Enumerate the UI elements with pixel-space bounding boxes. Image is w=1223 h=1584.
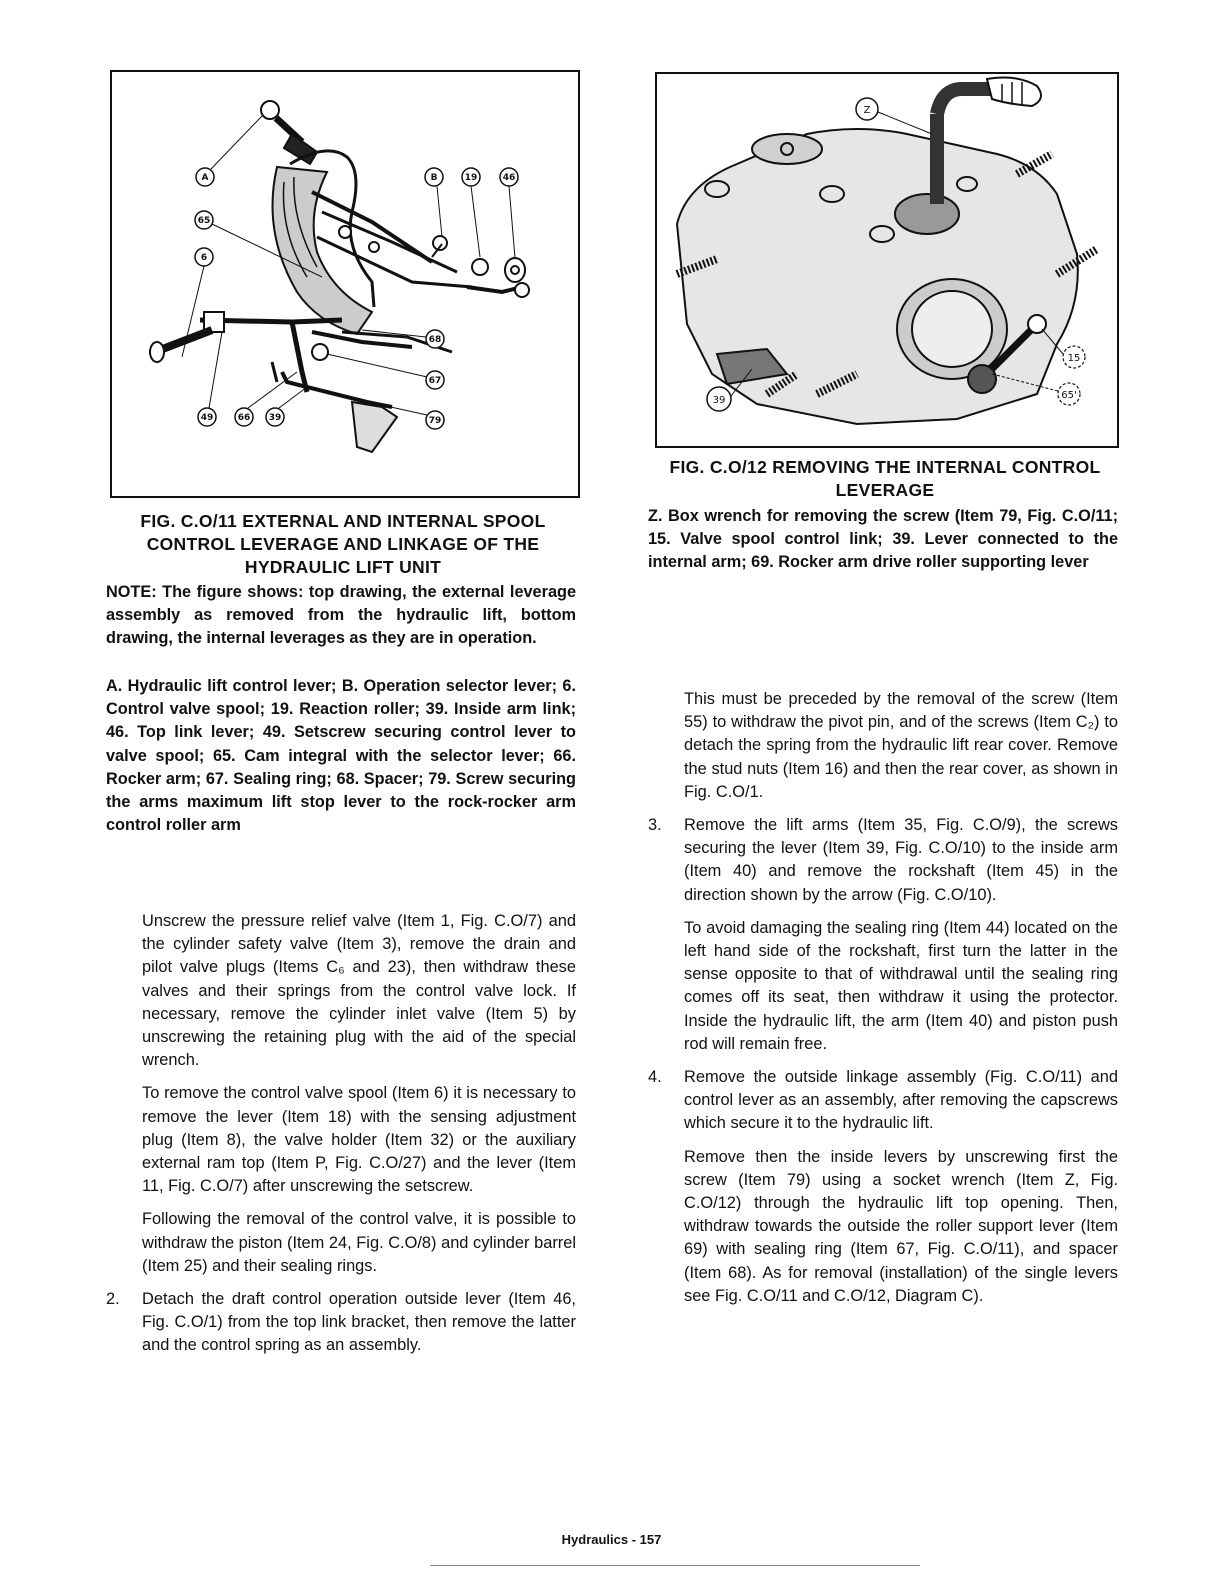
svg-text:6: 6	[200, 253, 208, 263]
callout-15	[1063, 346, 1085, 368]
callout-B	[425, 168, 443, 186]
callout-68	[426, 330, 444, 348]
svg-text:46: 46	[502, 173, 516, 183]
callout-39	[266, 408, 284, 426]
svg-text:19: 19	[464, 173, 478, 183]
step-text: Detach the draft control operation outside lever (Item 46, Fig. C.O/1) from the top link bracket, then remove the latter and the control spring as an assembly.	[142, 1290, 576, 1355]
bottom-rule	[430, 1565, 920, 1566]
step-3	[648, 814, 1118, 907]
callout-67	[426, 371, 444, 389]
figure-11-illustration	[112, 72, 578, 496]
svg-text:68: 68	[428, 335, 442, 345]
figure-11-legend: A. Hydraulic lift control lever; B. Operation selector lever; 6. Control valve spool; 19. Reaction roller; 39. Inside arm link; 46. Top link lever; 49. Setscrew securing control lever to valve spool; 65. Cam integral with the selector lever; 66. Rocker arm; 67. Sealing ring; 68. Spacer; 79. Screw securing the arms maximum lift stop lever to the rock-rocker arm control roller arm	[106, 677, 576, 835]
svg-text:65: 65	[197, 216, 211, 226]
step-number: 3.	[648, 816, 662, 835]
figure-11-note: NOTE: The figure shows: top drawing, the external leverage assembly as removed from the hydraulic lift, bottom drawing, the internal leverages as they are in operation.	[106, 583, 576, 648]
paragraph: To avoid damaging the sealing ring (Item 44) located on the left hand side of the rockshaft, first turn the latter in the sense opposite to that of withdrawal until the sealing ring comes off its seat, then withdraw it using the protector. Inside the hydraulic lift, the arm (Item 40) and piston push rod will remain free.	[684, 918, 1118, 1053]
svg-text:65': 65'	[1061, 390, 1077, 401]
svg-text:B: B	[430, 173, 438, 183]
callout-Z	[856, 98, 878, 120]
callout-6	[195, 248, 213, 266]
svg-text:Z: Z	[863, 105, 871, 116]
paragraph: Remove then the inside levers by unscrewing first the screw (Item 79) using a socket wrench (Item Z, Fig. C.O/12) through the hydraulic lift top opening. Then, withdraw towards the outside the roller support lever (Item 69) with sealing ring (Item 67, Fig. C.O/11), and spacer (Item 68). As for removal (installation) of the single levers see Fig. C.O/11 and C.O/12, Diagram C).	[684, 1147, 1118, 1305]
paragraph: This must be preceded by the removal of the screw (Item 55) to withdraw the pivot pin, and of the screws (Item C₂) to detach the spring from the hydraulic lift rear cover. Remove the stud nuts (Item 16) and then the rear cover, as shown in Fig. C.O/1.	[684, 690, 1118, 801]
step-text: Remove the lift arms (Item 35, Fig. C.O/9), the screws securing the lever (Item 39, Fig. C.O/10) to the inside arm (Item 40) and remove the rockshaft (Item 45) in the direction shown by the arrow (Fig. C.O/10).	[684, 816, 1118, 904]
figure-12-caption-title: FIG. C.O/12 REMOVING THE INTERNAL CONTROL LEVERAGE	[669, 457, 1101, 500]
callout-79	[426, 411, 444, 429]
figure-12-illustration	[657, 74, 1117, 446]
figure-11-caption-title: FIG. C.O/11 EXTERNAL AND INTERNAL SPOOL CONTROL LEVERAGE AND LINKAGE OF THE HYDRAULIC LIFT UNIT	[140, 511, 546, 577]
right-column-text	[648, 688, 1118, 1318]
figure-c-o-12	[655, 72, 1119, 448]
step-4	[648, 1066, 1118, 1136]
svg-text:A: A	[201, 173, 209, 183]
svg-text:49: 49	[200, 413, 214, 423]
step-number: 2.	[106, 1290, 120, 1309]
svg-text:39: 39	[712, 395, 726, 406]
callout-39	[707, 387, 731, 411]
step-number: 4.	[648, 1068, 662, 1087]
callout-49	[198, 408, 216, 426]
step-2	[106, 1288, 576, 1358]
left-column-text	[106, 910, 576, 1368]
paragraph: Following the removal of the control valve, it is possible to withdraw the piston (Item 24, Fig. C.O/8) and cylinder barrel (Item 25) and their sealing rings.	[142, 1210, 576, 1275]
svg-text:66: 66	[237, 413, 251, 423]
paragraph: Unscrew the pressure relief valve (Item 1, Fig. C.O/7) and the cylinder safety valve (Item 3), remove the drain and pilot valve plugs (Items C₆ and 23), then withdraw these valves and their springs from the control valve lock. If necessary, remove the cylinder inlet valve (Item 5) by unscrewing the retaining plug with the aid of the special wrench.	[142, 912, 576, 1070]
svg-text:67: 67	[428, 376, 442, 386]
callout-19	[462, 168, 480, 186]
svg-text:15: 15	[1067, 353, 1081, 364]
svg-text:39: 39	[268, 413, 282, 423]
paragraph: To remove the control valve spool (Item 6) it is necessary to remove the lever (Item 18) with the sensing adjustment plug (Item 8), the valve holder (Item 32) or the auxiliary external ram top (Item P, Fig. C.O/27) and the lever (Item 11, Fig. C.O/7) after unscrewing the setscrew.	[142, 1084, 576, 1196]
page-footer: Hydraulics - 157	[561, 1532, 662, 1547]
callout-65-prime	[1058, 383, 1080, 405]
figure-c-o-11	[110, 70, 580, 498]
callout-65	[195, 211, 213, 229]
step-text: Remove the outside linkage assembly (Fig. C.O/11) and control lever as an assembly, after removing the capscrews which secure it to the hydraulic lift.	[684, 1068, 1118, 1133]
svg-text:79: 79	[428, 416, 442, 426]
callout-46	[500, 168, 518, 186]
figure-12-legend: Z. Box wrench for removing the screw (Item 79, Fig. C.O/11; 15. Valve spool control link; 39. Lever connected to the internal arm; 69. Rocker arm drive roller supporting lever	[648, 507, 1118, 572]
callout-A	[196, 168, 214, 186]
callout-66	[235, 408, 253, 426]
